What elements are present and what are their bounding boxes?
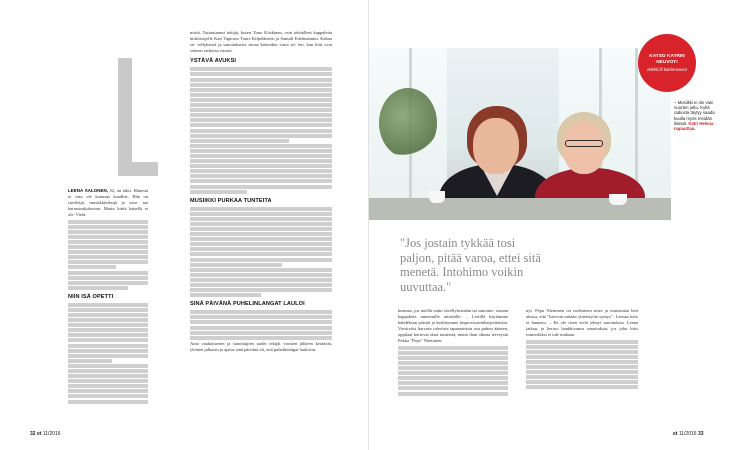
badge-link[interactable]: etlehti.fi/ katrinneuvot (647, 66, 687, 72)
katso-badge[interactable] (638, 34, 696, 92)
badge-title: KATSO KATRIN NEUVOT! (649, 54, 685, 65)
cup-image (429, 191, 445, 203)
intro-text: 52, on tähti. Hänestä ei vain ole kuuman kaudlue. Hän on säveltäjä, musiikkiteksijä ja sota- taa harrastuskokoonn. Mutta hittiä hänellä ei ole. Vielä. (68, 188, 148, 218)
magazine-brand-right: et (673, 431, 678, 437)
section-heading-4: SINÄ PÄIVÄNÄ PUHELINLANGAT LAULOI (190, 301, 305, 308)
folio-right (673, 431, 704, 437)
column-2-opening: misiä. Tuttuutanusi tekijät, kuten Timo Kiiskinen, ovat tehtailleet kappaleita hittilistojelle Kari Tapiosta Tuure Kilpeläiseen ja Samuli Edelmanniin. Kahua sä- vellyksistä ja sanoituksista irtoaa kuitenkin vasta sit- ten, kun hitti ovat soineet radiossa vuosia. (190, 30, 332, 54)
photo-caption (674, 100, 724, 131)
plant-image (379, 88, 437, 158)
drop-cap-letter-l (118, 58, 160, 176)
portrait-photo (369, 48, 671, 220)
issue-right: 11/2016 (678, 431, 697, 437)
column-4 (526, 308, 638, 420)
lead-name: LEENA SALONEN, (68, 188, 109, 193)
caption-text: – Musiikki ei ole vain nuorten juttu. Kyllä radiosta täytyy saada kuulla myös meidän ikäisiä. (674, 100, 715, 126)
page-number-left: 32 (30, 431, 36, 437)
column-3-text: keamus, jos meillä ontin sävellyksistään tai sanoitus- sistaan kappaleita tunnetuille artisteille. – Leirillä käytämme kahdeksan päivää ja keskitymme improvisointiharjoitteisiin. Viestiviisi harvoin tulevista tapaamisista osa puhuu ääneen, oppilaat kertovat tästä tunteista, mutta ihan oikeaa terveystä Pekka "Pepe" Nieminen. (398, 308, 508, 344)
folio-left (30, 431, 61, 437)
section-heading-1: NIIN ISÄ OPETTI (68, 293, 114, 300)
issue-left: 11/2016 (42, 431, 61, 437)
caption-name: Katri Helena napauttaa. (674, 120, 714, 132)
lead-paragraph (68, 188, 148, 218)
cup-image (609, 194, 627, 205)
magazine-brand-left: et (36, 431, 42, 437)
column-3 (398, 308, 508, 420)
section-heading-3: MUSIIKKI PURKAA TUNTEITA (190, 197, 272, 204)
column-4-text: nyt. Pepu Nieminen on realistinen mies ja muistuttaa heti alussa, että "harvoin mitään yhteistyötä syntyy". Leenaa tieto ei lannistu. – En ole itsen vielä tehnyt sanoituksia. Leena jatkaa, ja kertoo hankkivansa sanoituksia, jos joku biisi esimerkiksi ei tule mukaan. (526, 308, 638, 338)
section-heading-2: YSTÄVÄ AVUKSI (190, 58, 237, 65)
column-2 (190, 30, 332, 420)
pull-quote: "Jos jostain tykkää tosi paljon, pitää varoa, ettei sitä menetä. Intohimo voikin uuvuttaa." (400, 236, 541, 294)
column-2-closing: Aina vaakuttavien ja sanoittajien uudet tekijät vuosien jälkeen keräävät, yleinen julkaisu ja ajatus sinä päivänä oli, että puhelinlangat lauloivat. (190, 340, 332, 352)
column-1 (68, 188, 148, 414)
page-number-right: 33 (697, 431, 704, 437)
